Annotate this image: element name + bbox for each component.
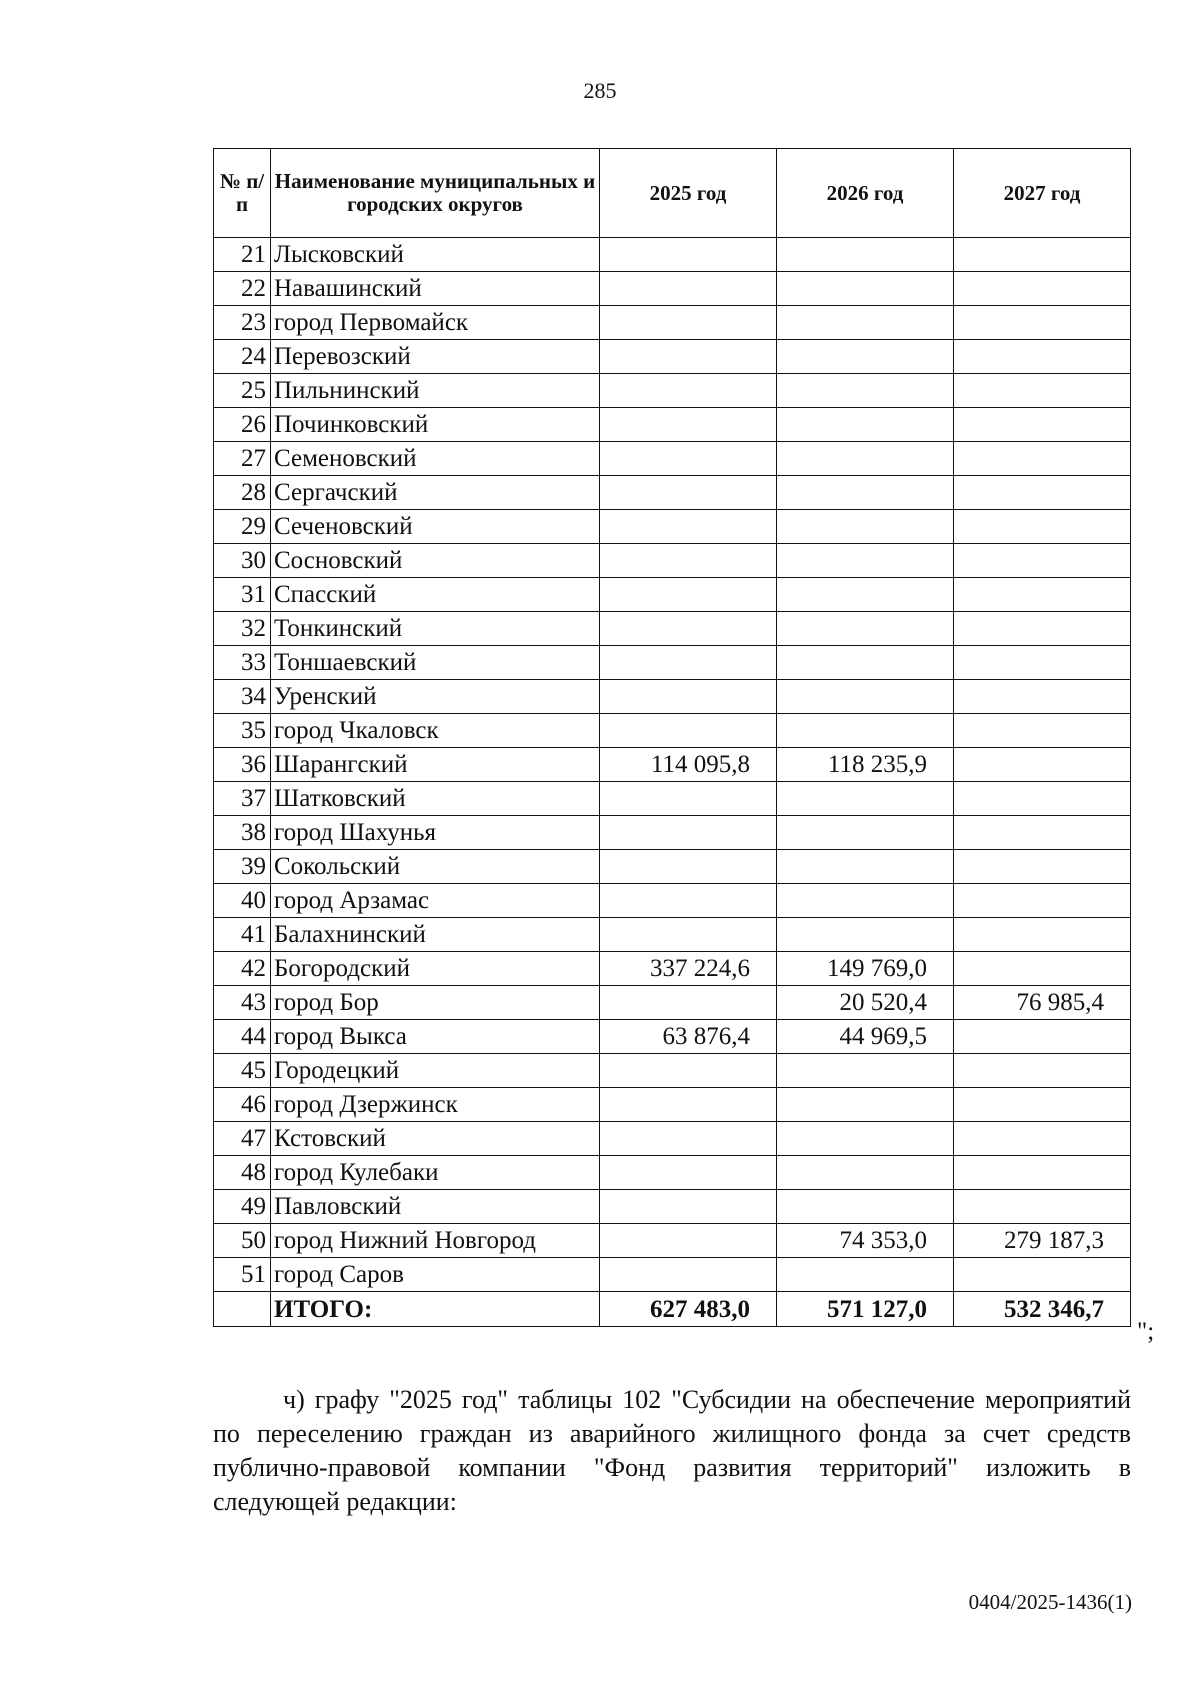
table-row: [214, 476, 1131, 510]
row-2026: 149 769,0: [777, 952, 954, 986]
row-2026: [777, 782, 954, 816]
row-name: Спасский: [271, 578, 600, 612]
table-row: [214, 1224, 1131, 1258]
row-2027: [954, 748, 1131, 782]
row-2026: [777, 442, 954, 476]
row-name: город Выкса: [271, 1020, 600, 1054]
header-name: Наименование муниципальных и городских округов: [271, 149, 600, 238]
row-number: 50: [214, 1224, 271, 1258]
row-number: 40: [214, 884, 271, 918]
row-number: 26: [214, 408, 271, 442]
total-2025: 627 483,0: [600, 1292, 777, 1327]
row-number: 25: [214, 374, 271, 408]
row-name: Починковский: [271, 408, 600, 442]
row-number: 27: [214, 442, 271, 476]
row-number: 41: [214, 918, 271, 952]
row-2027: 76 985,4: [954, 986, 1131, 1020]
row-2025: [600, 476, 777, 510]
row-2026: [777, 340, 954, 374]
row-2026: [777, 1054, 954, 1088]
table-row: [214, 986, 1131, 1020]
row-number: 35: [214, 714, 271, 748]
row-number: 47: [214, 1122, 271, 1156]
table-row: [214, 850, 1131, 884]
table-row: [214, 612, 1131, 646]
row-2025: [600, 612, 777, 646]
row-2026: [777, 238, 954, 272]
row-2026: 20 520,4: [777, 986, 954, 1020]
row-2027: [954, 476, 1131, 510]
row-number: 30: [214, 544, 271, 578]
row-name: город Нижний Новгород: [271, 1224, 600, 1258]
row-2026: [777, 816, 954, 850]
subsidy-table: [213, 148, 1131, 1327]
row-2027: [954, 782, 1131, 816]
row-2026: [777, 1122, 954, 1156]
row-2025: [600, 884, 777, 918]
row-number: 46: [214, 1088, 271, 1122]
header-2027: 2027 год: [954, 149, 1131, 238]
row-number: 44: [214, 1020, 271, 1054]
table-row: [214, 680, 1131, 714]
row-2026: [777, 408, 954, 442]
row-2027: [954, 952, 1131, 986]
row-2026: [777, 544, 954, 578]
row-2027: [954, 646, 1131, 680]
table-header-row: [214, 149, 1131, 238]
row-2025: [600, 816, 777, 850]
row-2025: 114 095,8: [600, 748, 777, 782]
table-row: [214, 714, 1131, 748]
row-name: Шатковский: [271, 782, 600, 816]
table-row: [214, 1190, 1131, 1224]
row-2027: 279 187,3: [954, 1224, 1131, 1258]
row-name: Сеченовский: [271, 510, 600, 544]
row-2027: [954, 374, 1131, 408]
row-number: 45: [214, 1054, 271, 1088]
row-2025: [600, 510, 777, 544]
row-2025: [600, 272, 777, 306]
row-2027: [954, 680, 1131, 714]
row-2025: [600, 850, 777, 884]
row-2027: [954, 714, 1131, 748]
row-name: Перевозский: [271, 340, 600, 374]
row-2027: [954, 850, 1131, 884]
total-label: ИТОГО:: [271, 1292, 600, 1327]
row-2025: 63 876,4: [600, 1020, 777, 1054]
row-name: город Кулебаки: [271, 1156, 600, 1190]
table-row: [214, 748, 1131, 782]
row-2026: [777, 680, 954, 714]
row-2025: [600, 714, 777, 748]
row-2027: [954, 918, 1131, 952]
total-2026: 571 127,0: [777, 1292, 954, 1327]
row-number: 48: [214, 1156, 271, 1190]
row-2026: [777, 374, 954, 408]
row-name: Тонкинский: [271, 612, 600, 646]
row-2026: [777, 1088, 954, 1122]
row-2026: [777, 884, 954, 918]
table-row: [214, 1156, 1131, 1190]
row-number: 49: [214, 1190, 271, 1224]
row-number: 23: [214, 306, 271, 340]
row-name: Городецкий: [271, 1054, 600, 1088]
row-number: 42: [214, 952, 271, 986]
row-2026: [777, 714, 954, 748]
row-2027: [954, 1258, 1131, 1292]
table-row: [214, 1054, 1131, 1088]
row-name: город Саров: [271, 1258, 600, 1292]
table-row: [214, 1020, 1131, 1054]
row-number: 33: [214, 646, 271, 680]
row-name: Семеновский: [271, 442, 600, 476]
row-2027: [954, 408, 1131, 442]
row-2027: [954, 816, 1131, 850]
row-2026: [777, 272, 954, 306]
row-2025: [600, 578, 777, 612]
row-name: Уренский: [271, 680, 600, 714]
row-2026: [777, 1156, 954, 1190]
row-2025: [600, 238, 777, 272]
row-2027: [954, 272, 1131, 306]
row-name: Сергачский: [271, 476, 600, 510]
total-num-cell: [214, 1292, 271, 1327]
row-2026: 74 353,0: [777, 1224, 954, 1258]
row-2026: [777, 306, 954, 340]
row-2025: [600, 1054, 777, 1088]
amendment-paragraph: [213, 1383, 1131, 1519]
table-body: [214, 238, 1131, 1327]
row-name: Тоншаевский: [271, 646, 600, 680]
row-number: 37: [214, 782, 271, 816]
row-number: 32: [214, 612, 271, 646]
table-row: [214, 306, 1131, 340]
row-2027: [954, 1156, 1131, 1190]
row-number: 22: [214, 272, 271, 306]
row-name: город Бор: [271, 986, 600, 1020]
row-2025: [600, 782, 777, 816]
row-name: Сосновский: [271, 544, 600, 578]
row-2025: [600, 374, 777, 408]
row-2025: [600, 408, 777, 442]
row-2027: [954, 612, 1131, 646]
table-row: [214, 1258, 1131, 1292]
row-2027: [954, 544, 1131, 578]
page-number: 285: [583, 78, 617, 103]
row-name: Навашинский: [271, 272, 600, 306]
table-row: [214, 408, 1131, 442]
row-name: Лысковский: [271, 238, 600, 272]
row-number: 28: [214, 476, 271, 510]
row-name: город Арзамас: [271, 884, 600, 918]
paragraph-text: ч) графу "2025 год" таблицы 102 "Субсидии на обеспечение мероприятий по переселению граждан из аварийного жилищного фонда за счет средств публично-правовой компании "Фонд развития территорий" изложить в следующей редакции:: [213, 1385, 1131, 1516]
row-2027: [954, 1054, 1131, 1088]
row-2026: [777, 476, 954, 510]
table-row: [214, 918, 1131, 952]
table-row: [214, 782, 1131, 816]
row-2025: [600, 918, 777, 952]
row-2027: [954, 1190, 1131, 1224]
row-2025: [600, 442, 777, 476]
row-name: Пильнинский: [271, 374, 600, 408]
row-number: 21: [214, 238, 271, 272]
row-2025: [600, 1224, 777, 1258]
table-row: [214, 952, 1131, 986]
row-2026: [777, 850, 954, 884]
header-2025: 2025 год: [600, 149, 777, 238]
row-2026: [777, 1190, 954, 1224]
row-2026: 44 969,5: [777, 1020, 954, 1054]
document-code: 0404/2025-1436(1): [968, 1590, 1132, 1614]
table-row: [214, 544, 1131, 578]
row-2025: [600, 306, 777, 340]
row-2027: [954, 884, 1131, 918]
row-2025: [600, 340, 777, 374]
row-2025: 337 224,6: [600, 952, 777, 986]
table-row: [214, 340, 1131, 374]
table-row: [214, 816, 1131, 850]
row-name: город Первомайск: [271, 306, 600, 340]
row-2027: [954, 340, 1131, 374]
row-2027: [954, 1088, 1131, 1122]
row-2026: [777, 510, 954, 544]
row-number: 43: [214, 986, 271, 1020]
row-2026: [777, 578, 954, 612]
row-2027: [954, 238, 1131, 272]
table-row: [214, 510, 1131, 544]
row-number: 36: [214, 748, 271, 782]
table-row: [214, 238, 1131, 272]
row-2027: [954, 1020, 1131, 1054]
table-row: [214, 272, 1131, 306]
row-number: 51: [214, 1258, 271, 1292]
row-2026: [777, 918, 954, 952]
table-row: [214, 442, 1131, 476]
row-2025: [600, 680, 777, 714]
row-number: 29: [214, 510, 271, 544]
total-row: [214, 1292, 1131, 1327]
row-name: город Дзержинск: [271, 1088, 600, 1122]
table-row: [214, 1088, 1131, 1122]
row-name: Кстовский: [271, 1122, 600, 1156]
row-2026: [777, 646, 954, 680]
row-2025: [600, 986, 777, 1020]
row-name: город Шахунья: [271, 816, 600, 850]
row-number: 34: [214, 680, 271, 714]
header-2026: 2026 год: [777, 149, 954, 238]
table-row: [214, 646, 1131, 680]
row-number: 38: [214, 816, 271, 850]
row-2025: [600, 1156, 777, 1190]
row-name: Сокольский: [271, 850, 600, 884]
row-2026: 118 235,9: [777, 748, 954, 782]
row-number: 31: [214, 578, 271, 612]
row-2027: [954, 578, 1131, 612]
row-2025: [600, 544, 777, 578]
row-2025: [600, 1088, 777, 1122]
row-number: 24: [214, 340, 271, 374]
row-2025: [600, 1190, 777, 1224]
row-2027: [954, 1122, 1131, 1156]
row-2025: [600, 646, 777, 680]
table-row: [214, 578, 1131, 612]
header-num: № п/п: [214, 149, 271, 238]
closing-quote-mark: ";: [1137, 1318, 1155, 1345]
row-2027: [954, 442, 1131, 476]
row-name: Богородский: [271, 952, 600, 986]
row-name: Шарангский: [271, 748, 600, 782]
row-name: Павловский: [271, 1190, 600, 1224]
row-2025: [600, 1122, 777, 1156]
row-2026: [777, 612, 954, 646]
row-2025: [600, 1258, 777, 1292]
row-name: Балахнинский: [271, 918, 600, 952]
row-2026: [777, 1258, 954, 1292]
row-2027: [954, 510, 1131, 544]
table-row: [214, 374, 1131, 408]
table-row: [214, 1122, 1131, 1156]
row-name: город Чкаловск: [271, 714, 600, 748]
table-row: [214, 884, 1131, 918]
row-2027: [954, 306, 1131, 340]
total-2027: 532 346,7: [954, 1292, 1131, 1327]
row-number: 39: [214, 850, 271, 884]
